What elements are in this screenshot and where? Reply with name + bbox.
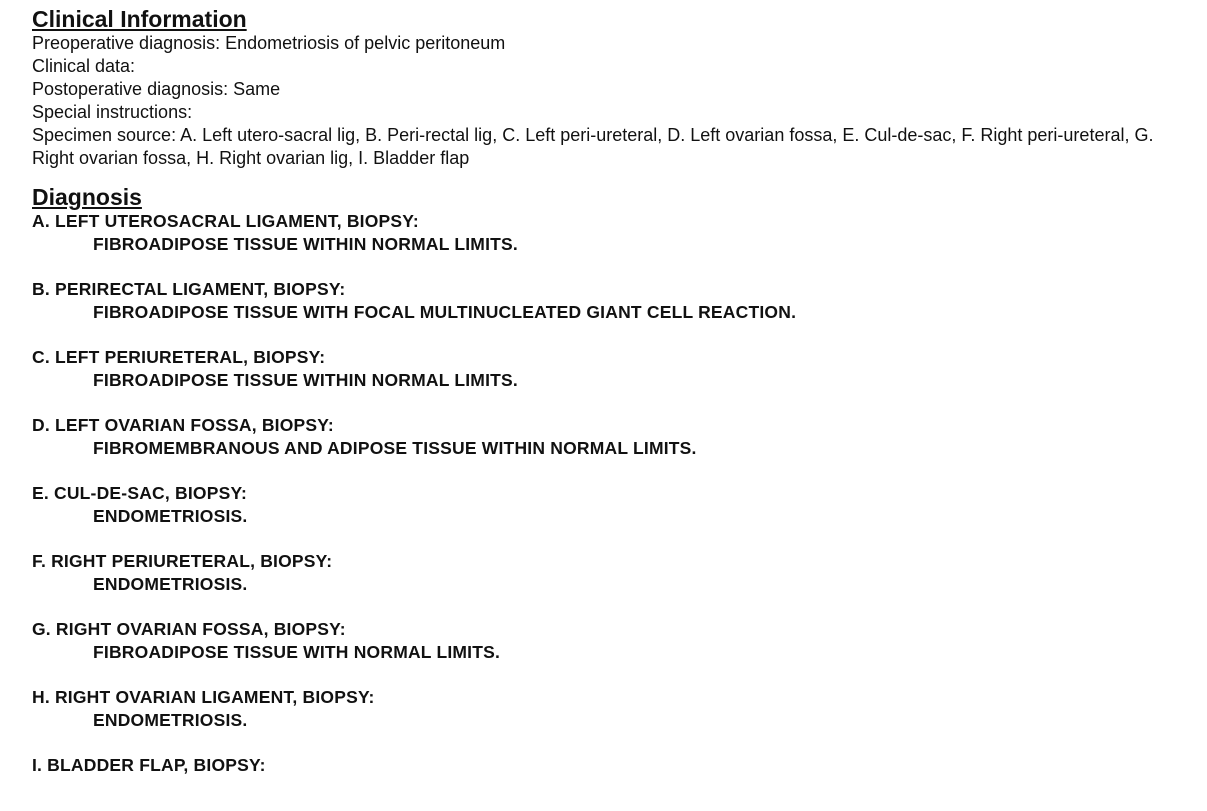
diagnosis-result: FIBROMEMBRANOUS AND ADIPOSE TISSUE WITHIN NORMAL LIMITS.: [93, 438, 697, 458]
special-instructions-line: Special instructions:: [32, 102, 193, 122]
diagnosis-item: [32, 754, 1187, 777]
diagnosis-result: FIBROADIPOSE TISSUE WITHIN NORMAL LIMITS.: [93, 234, 518, 254]
pathology-report: [32, 6, 1187, 799]
clinical-information-heading: Clinical Information: [32, 6, 247, 32]
diagnosis-site: C. LEFT PERIURETERAL, BIOPSY:: [32, 347, 326, 367]
diagnosis-site: D. LEFT OVARIAN FOSSA, BIOPSY:: [32, 415, 334, 435]
diagnosis-section: [32, 184, 1187, 777]
diagnosis-item: [32, 278, 1187, 324]
preoperative-diagnosis-line: Preoperative diagnosis: Endometriosis of pelvic peritoneum: [32, 33, 506, 53]
diagnosis-site: A. LEFT UTEROSACRAL LIGAMENT, BIOPSY:: [32, 211, 419, 231]
clinical-data-line: Clinical data:: [32, 56, 136, 76]
diagnosis-result: ENDOMETRIOSIS.: [93, 506, 248, 526]
diagnosis-site: I. BLADDER FLAP, BIOPSY:: [32, 755, 266, 775]
diagnosis-site: G. RIGHT OVARIAN FOSSA, BIOPSY:: [32, 619, 346, 639]
diagnosis-result: ENDOMETRIOSIS.: [93, 574, 248, 594]
diagnosis-item: [32, 686, 1187, 732]
diagnosis-item: [32, 550, 1187, 596]
diagnosis-heading: Diagnosis: [32, 184, 142, 210]
diagnosis-site: E. CUL-DE-SAC, BIOPSY:: [32, 483, 248, 503]
diagnosis-result: FIBROADIPOSE TISSUE WITH FOCAL MULTINUCLEATED GIANT CELL REACTION.: [93, 302, 797, 322]
specimen-source-line: Specimen source: A. Left utero-sacral lig, B. Peri-rectal lig, C. Left peri-ureteral, D. Left ovarian fossa, E. Cul-de-sac, F. Right peri-ureteral, G. Right ovarian fossa, H. Right ovarian lig, I. Bladder flap: [32, 125, 1154, 168]
postoperative-diagnosis-line: Postoperative diagnosis: Same: [32, 79, 281, 99]
diagnosis-result: FIBROADIPOSE TISSUE WITH NORMAL LIMITS.: [93, 642, 501, 662]
diagnosis-item: [32, 210, 1187, 256]
diagnosis-site: B. PERIRECTAL LIGAMENT, BIOPSY:: [32, 279, 346, 299]
diagnosis-item: [32, 482, 1187, 528]
diagnosis-item: [32, 618, 1187, 664]
diagnosis-item: [32, 414, 1187, 460]
clinical-information-section: [32, 6, 1187, 170]
diagnosis-site: F. RIGHT PERIURETERAL, BIOPSY:: [32, 551, 333, 571]
diagnosis-site: H. RIGHT OVARIAN LIGAMENT, BIOPSY:: [32, 687, 375, 707]
diagnosis-result: ENDOMETRIOSIS.: [93, 710, 248, 730]
diagnosis-item: [32, 346, 1187, 392]
diagnosis-result: FIBROADIPOSE TISSUE WITHIN NORMAL LIMITS.: [93, 370, 518, 390]
diagnosis-list: [32, 210, 1187, 777]
